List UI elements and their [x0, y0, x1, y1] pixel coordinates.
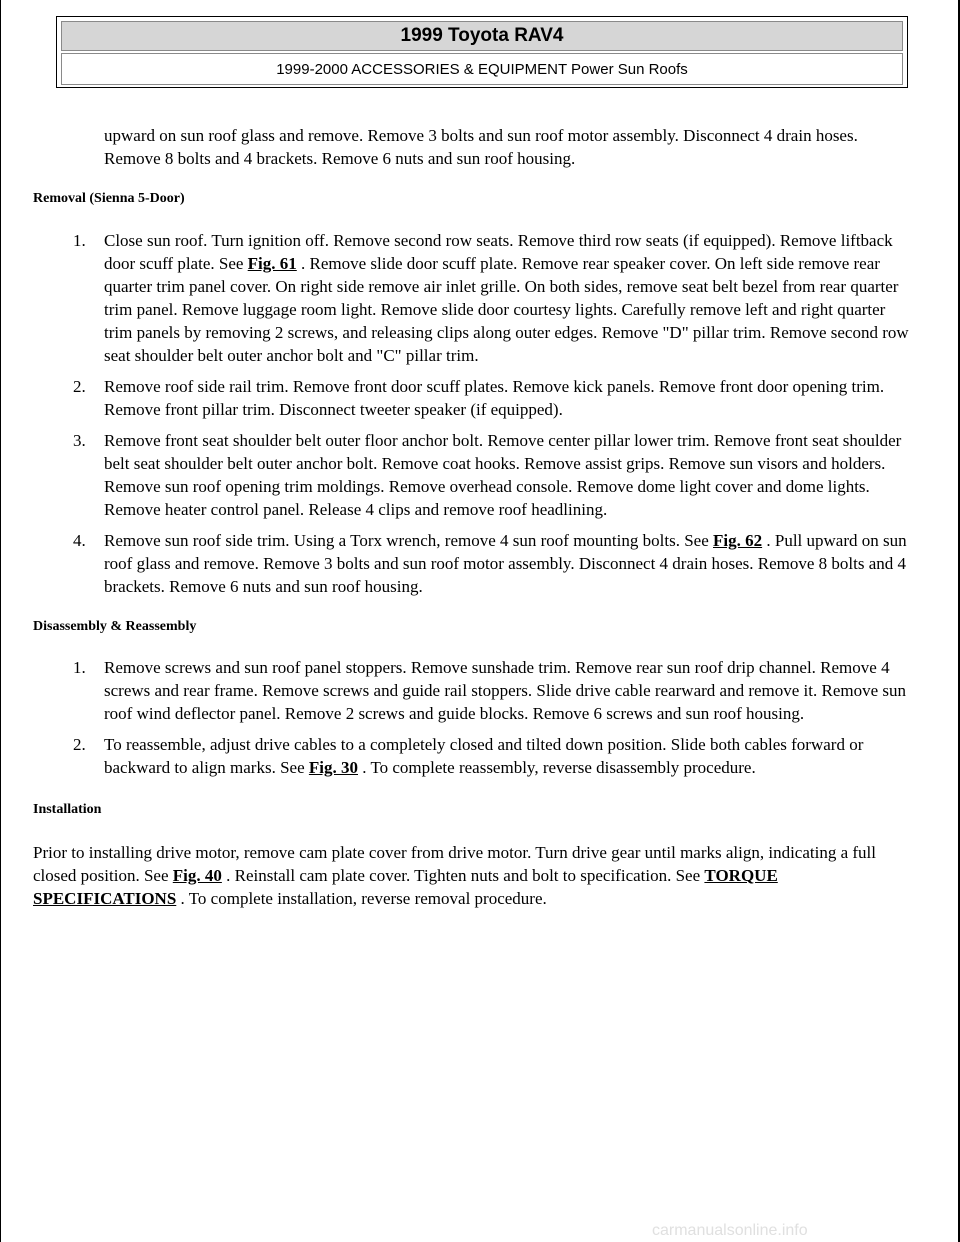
step-number: 3.: [73, 431, 86, 450]
fig-30-link[interactable]: Fig. 30: [308, 758, 358, 777]
list-item: [33, 733, 913, 779]
step-text: Remove roof side rail trim. Remove front door scuff plates. Remove kick panels. Remove front door opening trim. Remove front pillar trim. Disconnect tweeter speaker (if equipped).: [104, 377, 885, 419]
continued-paragraph: upward on sun roof glass and remove. Remove 3 bolts and sun roof motor assembly. Disconnect 4 drain hoses. Remove 8 bolts and 4 brackets. Remove 6 nuts and sun roof housing.: [104, 126, 858, 168]
paragraph-text: Prior to installing drive motor, remove cam plate cover from drive motor. Turn drive gear until marks align, indicating a full closed position. See: [33, 843, 876, 885]
fig-61-link[interactable]: Fig. 61: [247, 254, 297, 273]
fig-62-link[interactable]: Fig. 62: [713, 531, 763, 550]
step-number: 2.: [73, 735, 86, 754]
step-number: 1.: [73, 658, 86, 677]
document-header: [56, 16, 908, 88]
step-text: Remove sun roof side trim. Using a Torx wrench, remove 4 sun roof mounting bolts. See: [104, 531, 713, 550]
step-text: Remove front seat shoulder belt outer floor anchor bolt. Remove center pillar lower trim. Remove front seat shoulder belt seat shoulder belt outer anchor bolt. Remove coat hooks. Remove assist grips. Remove sun visors and holders. Remove sun roof opening trim moldings. Remove overhead console. Remove dome light cover and dome lights. Remove heater control panel. Release 4 clips and remove roof headlining.: [104, 431, 902, 519]
list-item: [33, 375, 913, 421]
section-heading-installation: Installation: [33, 802, 102, 817]
watermark: carmanualsonline.info: [652, 1222, 808, 1239]
step-text: Close sun roof. Turn ignition off. Remove second row seats. Remove third row seats (if equipped). Remove liftback door scuff plate. See: [104, 231, 893, 273]
torque-specifications-link[interactable]: TORQUE SPECIFICATIONS: [33, 866, 778, 908]
page-left-border: [0, 0, 1, 1242]
paragraph-text: . To complete installation, reverse removal procedure.: [176, 889, 547, 908]
step-text: . To complete reassembly, reverse disassembly procedure.: [358, 758, 756, 777]
step-number: 4.: [73, 531, 86, 550]
installation-paragraph: [33, 841, 913, 910]
header-title-band: [61, 21, 903, 51]
step-text: . Pull upward on sun roof glass and remove. Remove 3 bolts and sun roof motor assembly. Disconnect 4 drain hoses. Remove 8 bolts and 4 brackets. Remove 6 nuts and sun roof housing.: [104, 531, 907, 596]
list-item: [33, 656, 913, 725]
section-heading-removal-sienna: Removal (Sienna 5-Door): [33, 191, 185, 206]
fig-40-link[interactable]: Fig. 40: [172, 866, 222, 885]
document-body: [33, 124, 913, 910]
list-item: [33, 529, 913, 598]
document-title: 1999 Toyota RAV4: [400, 25, 564, 46]
paragraph-text: . Reinstall cam plate cover. Tighten nuts and bolt to specification. See: [221, 866, 705, 885]
disassembly-steps-list: [33, 656, 913, 779]
step-number: 1.: [73, 231, 86, 250]
list-item: [33, 429, 913, 521]
step-text: Remove screws and sun roof panel stoppers. Remove sunshade trim. Remove rear sun roof drip channel. Remove 4 screws and rear frame. Remove screws and guide rail stoppers. Slide drive cable rearward and remove it. Remove sun roof wind deflector panel. Remove 2 screws and guide blocks. Remove 6 screws and sun roof housing.: [104, 658, 907, 723]
header-subtitle-band: [61, 53, 903, 85]
list-item: [33, 229, 913, 367]
section-heading-disassembly: Disassembly & Reassembly: [33, 619, 197, 634]
step-text: . Remove slide door scuff plate. Remove rear speaker cover. On left side remove rear quarter trim panel cover. On right side remove air inlet grille. On both sides, remove seat belt bezel from rear quarter trim panel. Remove luggage room light. Remove slide door courtesy lights. Carefully remove left and right quarter trim panels by removing 2 screws, and releasing clips along outer edges. Remove "D" pillar trim. Remove second row seat shoulder belt outer anchor bolt and "C" pillar trim.: [104, 254, 909, 365]
step-text: To reassemble, adjust drive cables to a completely closed and tilted down position. Slide both cables forward or backward to align marks. See: [104, 735, 864, 777]
removal-steps-list: [33, 229, 913, 598]
step-number: 2.: [73, 377, 86, 396]
document-subtitle: 1999-2000 ACCESSORIES & EQUIPMENT Power Sun Roofs: [276, 60, 688, 78]
